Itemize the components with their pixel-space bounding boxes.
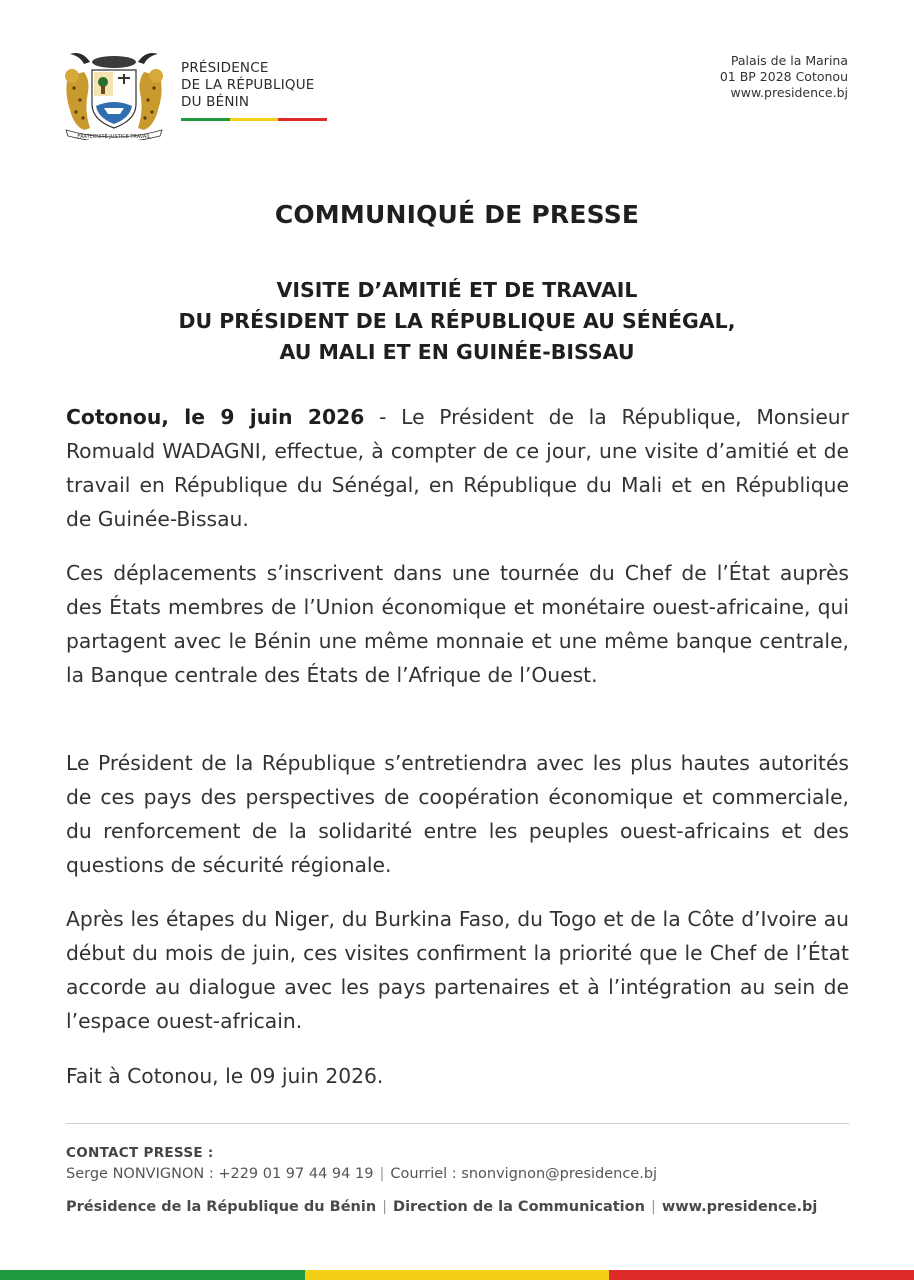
document-subtitle <box>0 275 914 368</box>
subtitle-line: VISITE D’AMITIÉ ET DE TRAVAIL <box>276 278 638 302</box>
footer-direction: Direction de la Communication <box>393 1199 645 1215</box>
org-name-line: PRÉSIDENCE <box>181 60 269 76</box>
body-paragraph-1 <box>66 400 849 536</box>
footer-divider <box>66 1123 849 1124</box>
contact-email[interactable]: Courriel : snonvignon@presidence.bj <box>390 1166 658 1182</box>
footer-org-line <box>66 1199 817 1215</box>
contact-name-phone[interactable]: Serge NONVIGNON : +229 01 97 44 94 19 <box>66 1166 374 1182</box>
contact-details <box>66 1166 657 1182</box>
body-paragraph-2: Ces déplacements s’inscrivent dans une tournée du Chef de l’État auprès des États membres de l’Union économique et monétaire ouest-africaine, qui partagent avec le Bénin une même monnaie et une même banque centrale, la Banque centrale des États de l’Afrique de l’Ouest. <box>66 561 849 687</box>
subtitle-line: AU MALI ET EN GUINÉE-BISSAU <box>279 340 635 364</box>
flag-yellow-segment <box>230 118 279 121</box>
separator: | <box>382 1199 388 1215</box>
dateline: Cotonou, le 9 juin 2026 <box>66 405 365 429</box>
flag-red-segment <box>609 1270 914 1280</box>
organization-name-block <box>181 60 327 121</box>
body-paragraph-3: Le Président de la République s’entretiendra avec les plus hautes autorités de ces pays des perspectives de coopération économique et commerciale, du renforcement de la solidarité entre les peuples ouest-africains et des questions de sécurité régionale. <box>66 751 849 877</box>
bottom-flag-band <box>0 1270 914 1280</box>
org-name-line: DU BÉNIN <box>181 94 250 110</box>
footer-website-link[interactable]: www.presidence.bj <box>661 1199 818 1215</box>
org-name-line: DE LA RÉPUBLIQUE <box>181 77 315 93</box>
flag-green-segment <box>0 1270 305 1280</box>
paragraph-text: - Le Président de la République, Monsieur Romuald WADAGNI, effectue, à compter de ce jour, une visite d’amitié et de travail en République du Sénégal, en République du Mali et en République de Guinée-Bissau. <box>66 405 849 531</box>
subtitle-line: DU PRÉSIDENT DE LA RÉPUBLIQUE AU SÉNÉGAL, <box>178 309 736 333</box>
separator: | <box>650 1199 656 1215</box>
contact-heading: CONTACT PRESSE : <box>66 1145 214 1161</box>
address-line: 01 BP 2028 Cotonou <box>719 69 848 84</box>
flag-yellow-segment <box>305 1270 610 1280</box>
address-website[interactable]: www.presidence.bj <box>730 85 848 100</box>
flag-color-rule <box>181 118 327 121</box>
flag-red-segment <box>278 118 327 121</box>
letterhead <box>0 0 914 150</box>
closing-line: Fait à Cotonou, le 09 juin 2026. <box>66 1064 384 1088</box>
footer-org: Présidence de la République du Bénin <box>66 1199 377 1215</box>
document-title: COMMUNIQUÉ DE PRESSE <box>274 200 640 229</box>
address-line: Palais de la Marina <box>730 53 848 68</box>
benin-coat-of-arms-emblem <box>60 48 168 140</box>
flag-green-segment <box>181 118 230 121</box>
separator: | <box>379 1166 385 1182</box>
address-block <box>720 53 848 101</box>
body-paragraph-4: Après les étapes du Niger, du Burkina Faso, du Togo et de la Côte d’Ivoire au début du mois de juin, ces visites confirment la priorité que le Chef de l’État accorde au dialogue avec les pays partenaires et à l’intégration au sein de l’espace ouest-africain. <box>66 907 849 1033</box>
emblem-motto-text: FRATERNITÉ JUSTICE TRAVAIL <box>77 134 151 140</box>
